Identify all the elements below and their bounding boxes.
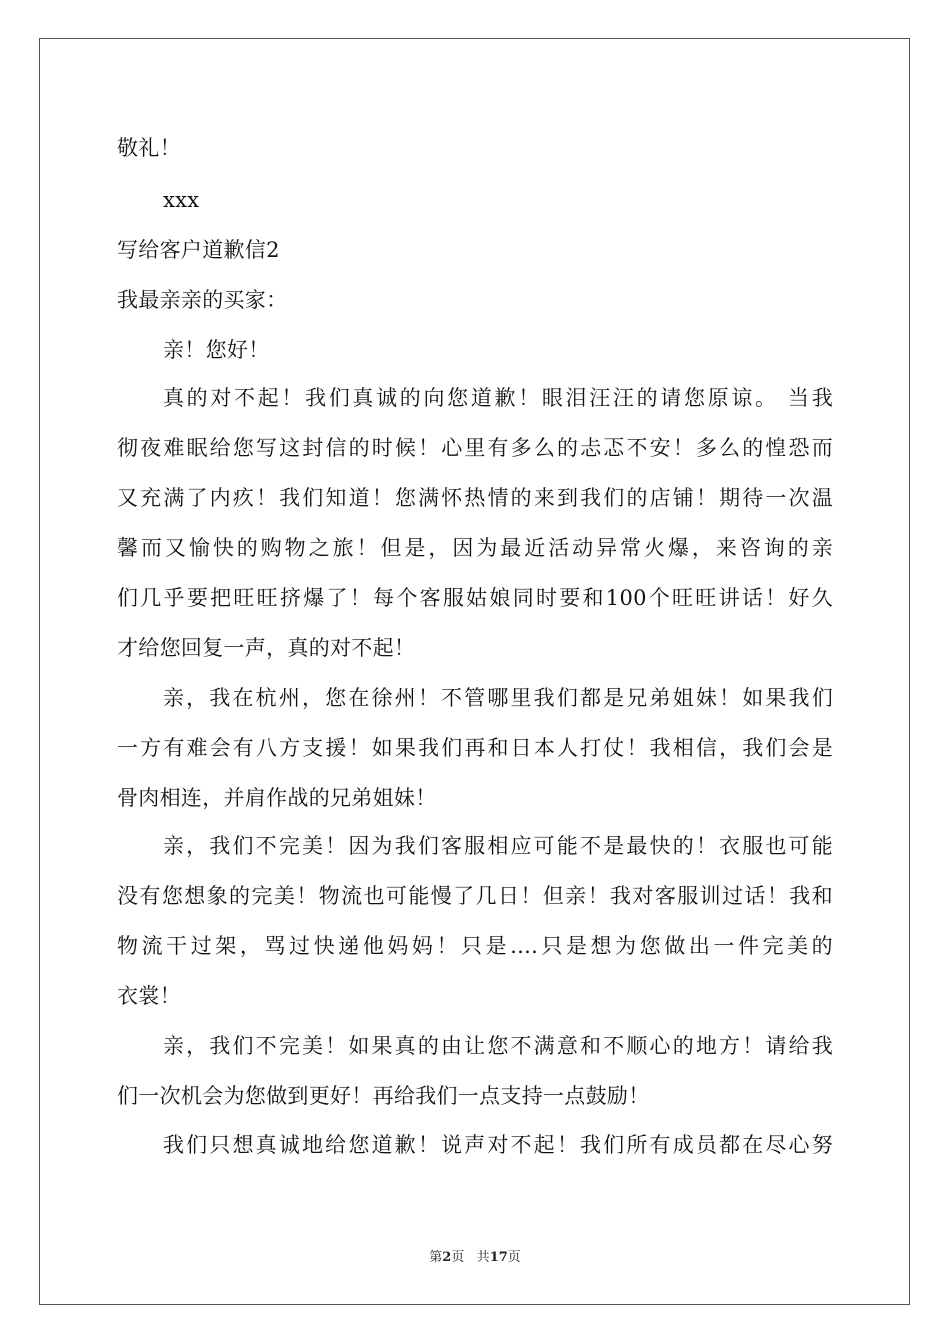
paragraph-line: 彻夜难眠给您写这封信的时候！心里有多么的忐忑不安！多么的惶恐而	[117, 436, 833, 460]
letter-title: 写给客户道歉信2	[117, 238, 280, 262]
paragraph-line: 一方有难会有八方支援！如果我们再和日本人打仗！我相信，我们会是	[117, 736, 833, 760]
paragraph-line: 亲，我们不完美！因为我们客服相应可能不是最快的！衣服也可能	[163, 834, 833, 858]
footer-page-prefix: 第	[429, 1250, 443, 1265]
closing-salutation: 敬礼！	[117, 136, 181, 160]
paragraph-line: 又充满了内疚！我们知道！您满怀热情的来到我们的店铺！期待一次温	[117, 486, 833, 510]
paragraph-line: 才给您回复一声，真的对不起！	[117, 636, 416, 660]
footer-total-suffix: 页	[507, 1250, 521, 1265]
paragraph-line: 我们只想真诚地给您道歉！说声对不起！我们所有成员都在尽心努	[163, 1133, 833, 1157]
page-footer	[0, 1250, 950, 1266]
footer-total-prefix: 共	[476, 1250, 490, 1265]
footer-page-suffix: 页	[451, 1250, 465, 1265]
footer-page-total: 17	[489, 1250, 508, 1265]
page-border	[39, 38, 910, 1305]
signature-line: xxx	[163, 188, 200, 212]
paragraph-line: 们一次机会为您做到更好！再给我们一点支持一点鼓励！	[117, 1084, 650, 1108]
paragraph-line: 衣裳！	[117, 984, 181, 1008]
paragraph-line: 物流干过架，骂过快递他妈妈！只是....只是想为您做出一件完美的	[117, 934, 833, 958]
paragraph-line: 真的对不起！我们真诚的向您道歉！眼泪汪汪的请您原谅。 当我	[163, 386, 833, 410]
paragraph-line: 骨肉相连，并肩作战的兄弟姐妹！	[117, 786, 437, 810]
paragraph-line: 亲，我们不完美！如果真的由让您不满意和不顺心的地方！请给我	[163, 1034, 833, 1058]
letter-opening: 亲！您好！	[163, 338, 270, 362]
paragraph-line: 亲，我在杭州，您在徐州！不管哪里我们都是兄弟姐妹！如果我们	[163, 686, 833, 710]
letter-greeting: 我最亲亲的买家：	[117, 288, 288, 312]
paragraph-line: 没有您想象的完美！物流也可能慢了几日！但亲！我对客服训过话！我和	[117, 884, 833, 908]
footer-page-current: 2	[442, 1250, 452, 1265]
paragraph-line: 馨而又愉快的购物之旅！但是，因为最近活动异常火爆，来咨询的亲	[117, 536, 833, 560]
paragraph-line: 们几乎要把旺旺挤爆了！每个客服姑娘同时要和100个旺旺讲话！好久	[117, 586, 833, 610]
